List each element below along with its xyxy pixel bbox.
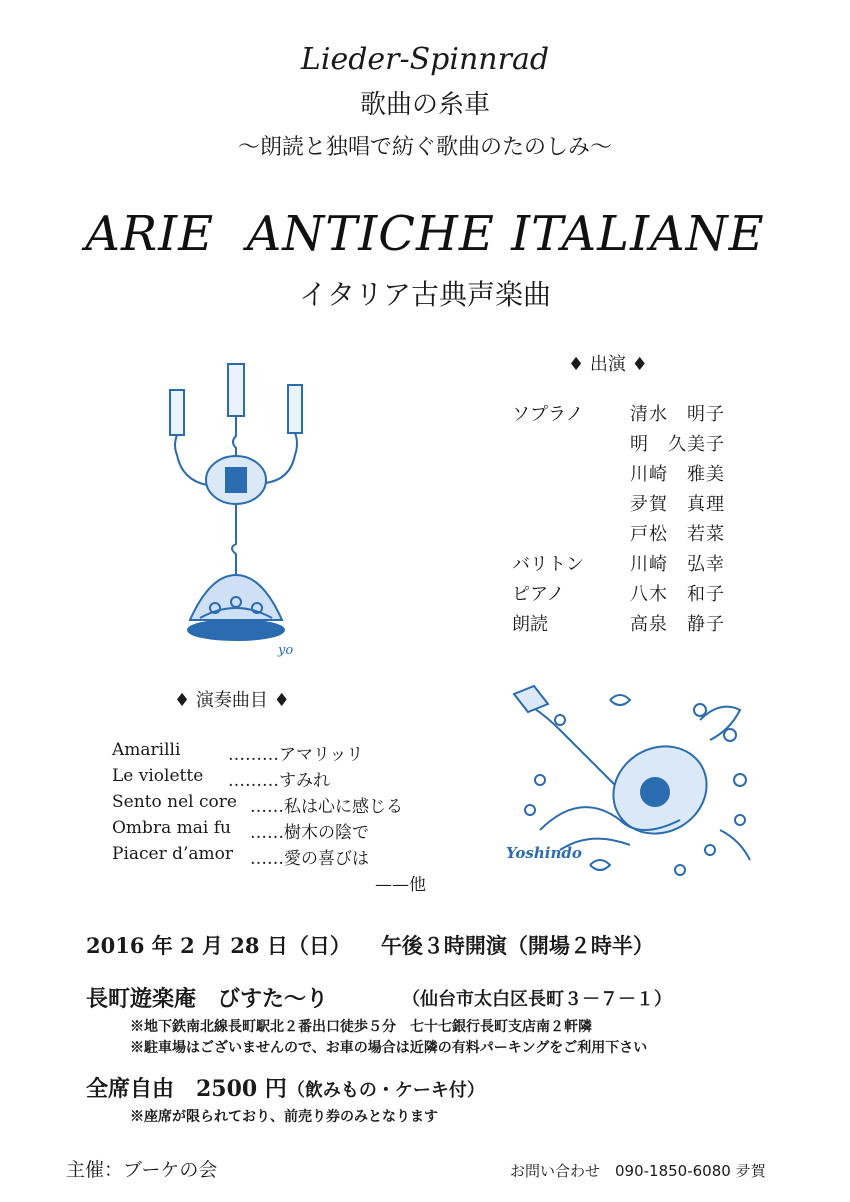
program-item-japanese: ………アマリッリ [228, 745, 364, 765]
performer-name: 夛賀 真理 [630, 494, 725, 515]
event-date: 2016 年 2 月 28 日（日） [86, 933, 351, 958]
price-line [86, 1072, 485, 1103]
price-label: 全席自由 2500 円 [86, 1076, 287, 1102]
main-subtitle: イタリア古典声楽曲 [298, 278, 551, 311]
candelabra-illustration [160, 350, 310, 660]
contact-info: お問い合わせ 090-1850-6080 夛賀 [510, 1162, 766, 1180]
performer-name: 川崎 雅美 [630, 464, 725, 485]
performer-role: ピアノ [512, 584, 565, 605]
series-subtitle: 歌曲の糸車 [359, 90, 490, 120]
program-item-italian: Le violette [112, 766, 204, 786]
main-title: ARIE ANTICHE ITALIANE [85, 206, 765, 262]
candelabra-signature: yo [278, 643, 294, 658]
tagline: ～朗読と独唱で紡ぐ歌曲のたのしみ～ [237, 135, 612, 160]
program-item-italian: Sento nel core [112, 792, 237, 812]
performer-name: 戸松 若菜 [630, 524, 725, 545]
access-note: ※地下鉄南北線長町駅北２番出口徒歩５分 七十七銀行長町支店南２軒隣 [130, 1019, 592, 1035]
program-item-japanese: ……樹木の陰で [250, 823, 369, 843]
program-heading: ♦ 演奏曲目 ♦ [174, 690, 290, 711]
performer-role: バリトン [512, 554, 584, 575]
performer-name: 清水 明子 [630, 404, 725, 425]
performer-name: 八木 和子 [630, 584, 725, 605]
program-item-japanese: ……私は心に感じる [250, 797, 403, 817]
program-item-italian: Piacer d’amor [112, 844, 234, 864]
performer-role: 朗読 [512, 614, 548, 635]
lute-signature: Yoshindo [506, 844, 582, 862]
price-note: （飲みもの・ケーキ付） [286, 1080, 485, 1101]
event-time: 午後３時開演（開場２時半） [380, 933, 654, 958]
event-venue: 長町遊楽庵 びすた～り [86, 986, 329, 1012]
performer-role: ソプラノ [512, 404, 584, 425]
lute-illustration [500, 680, 765, 890]
seats-note: ※座席が限られており、前売り券のみとなります [130, 1109, 438, 1125]
event-address: （仙台市太白区長町３－７－１） [402, 989, 672, 1010]
parking-note: ※駐車場はございませんので、お車の場合は近隣の有料パーキングをご利用下さい [130, 1040, 648, 1056]
performer-name: 川崎 弘幸 [630, 554, 725, 575]
program-etc: ——他 [375, 875, 426, 895]
series-title: Lieder-Spinnrad [300, 42, 550, 77]
program-item-japanese: ………すみれ [228, 771, 330, 791]
program-item-italian: Ombra mai fu [112, 818, 231, 838]
event-date-time [86, 930, 654, 960]
performer-name: 明 久美子 [630, 434, 725, 455]
performers-heading: ♦ 出演 ♦ [568, 354, 648, 375]
program-item-italian: Amarilli [112, 740, 181, 760]
program-item-japanese: ……愛の喜びは [250, 849, 369, 869]
performer-name: 高泉 静子 [630, 614, 725, 635]
organizer: 主催：ブーケの会 [66, 1159, 218, 1181]
